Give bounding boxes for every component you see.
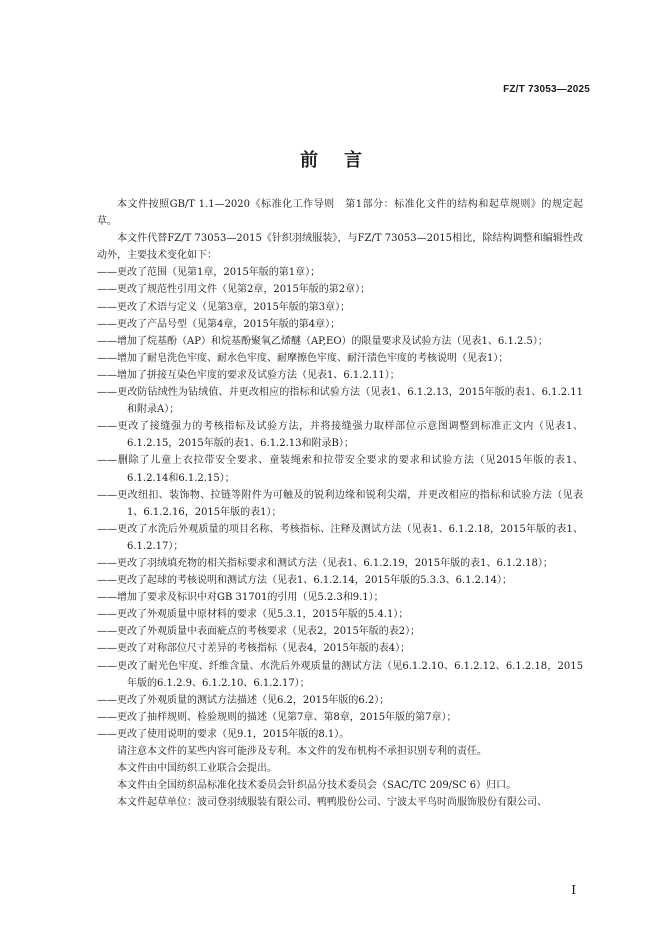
foreword-body (97, 196, 583, 811)
list-item: ——更改了使用说明的要求（见9.1，2015年版的8.1）。 (97, 728, 350, 740)
page-title: 前言 (300, 150, 388, 171)
list-item: ——更改了耐光色牢度、纤维含量、水洗后外观质量的测试方法（见6.1.2.10、6.1.2.12、6.1.2.18，2015年版的6.1.2.9、6.1.2.10、6.1.2.17）； (97, 660, 583, 689)
list-item: ——增加了耐皂洗色牢度、耐水色牢度、耐摩擦色牢度、耐汗渍色牢度的考核说明（见表1）； (97, 352, 509, 364)
list-item: ——更改了抽样规则、检验规则的描述（见第7章、第8章，2015年版的第7章）； (97, 711, 457, 723)
list-item: ——更改了起球的考核说明和测试方法（见表1、6.1.2.14，2015年版的5.3.3、6.1.2.14）； (97, 575, 512, 587)
list-item: ——增加了拼接互染色牢度的要求及试验方法（见表1、6.1.2.11）； (97, 369, 400, 381)
patent-notice: 请注意本文件的某些内容可能涉及专利。本文件的发布机构不承担识别专利的责任。 (117, 746, 487, 757)
drafting-units: 本文件起草单位：波司登羽绒服装有限公司、鸭鸭股份公司、宁波太平鸟时尚服饰股份有限公司、 (117, 797, 547, 809)
list-item: ——更改了规范性引用文件（见第2章，2015年版的第2章）； (97, 284, 371, 296)
intro-paragraph: 本文件代替FZ/T 73053—2015《针织羽绒服装》，与FZ/T 73053—2015相比，除结构调整和编辑性改动外，主要技术变化如下： (97, 233, 583, 262)
document-id: FZ/T 73053—2025 (503, 84, 590, 95)
list-item: ——更改了外观质量中表面疵点的考核要求（见表2，2015年版的表2）； (97, 626, 421, 638)
list-item: ——更改了水洗后外观质量的项目名称、考核指标、注释及测试方法（见表1、6.1.2.18，2015年版的表1、6.1.2.17）； (97, 523, 583, 552)
list-item: ——增加了烷基酚（AP）和烷基酚聚氧乙烯醚（AP,EO）的限量要求及试验方法（见表1、6.1.2.5）； (97, 335, 548, 347)
list-item: ——增加了要求及标识中对GB 31701的引用（见5.2.3和9.1）； (97, 592, 384, 604)
change-list (97, 264, 583, 743)
list-item: ——更改了对称部位尺寸差异的考核指标（见表4，2015年版的表4）； (97, 643, 411, 655)
list-item: ——更改了范围（见第1章，2015年版的第1章）； (97, 267, 321, 279)
list-item: ——更改了接缝强力的考核指标及试验方法，并将接缝强力取样部位示意图调整到标准正文内（见表1、6.1.2.15，2015年版的表1、6.1.2.13和附录B）； (97, 421, 583, 450)
list-item: ——删除了儿童上衣拉带安全要求、童装绳索和拉带安全要求的要求和试验方法（见2015年版的表1、6.1.2.14和6.1.2.15）； (97, 455, 583, 484)
list-item: ——更改了术语与定义（见第3章，2015年版的第3章）； (97, 301, 351, 313)
page-number: I (571, 883, 576, 897)
list-item: ——更改了羽绒填充物的相关指标要求和测试方法（见表1、6.1.2.19，2015年版的表1、6.1.2.18）； (97, 557, 553, 569)
list-item: ——更改纽扣、装饰物、拉链等附件为可触及的锐利边缘和锐利尖端，并更改相应的指标和试验方法（见表1、6.1.2.16，2015年版的表1）； (97, 489, 583, 518)
proposer-statement: 本文件由中国纺织工业联合会提出。 (117, 763, 277, 775)
list-item: ——更改了产品号型（见第4章，2015年版的第4章）； (97, 318, 341, 330)
list-item: ——更改防钻绒性为钻绒值、并更改相应的指标和试验方法（见表1、6.1.2.13，2015年版的表1、6.1.2.11和附录A）； (97, 387, 583, 416)
committee-statement: 本文件由全国纺织品标准化技术委员会针织品分技术委员会（SAC/TC 209/SC 6）归口。 (117, 780, 517, 792)
intro-paragraph: 本文件按照GB/T 1.1—2020《标准化工作导则 第1部分：标准化文件的结构和起草规则》的规定起草。 (97, 199, 583, 228)
list-item: ——更改了外观质量的测试方法描述（见6.2，2015年版的6.2）； (97, 694, 390, 706)
list-item: ——更改了外观质量中原材料的要求（见5.3.1，2015年版的5.4.1）； (97, 609, 409, 621)
